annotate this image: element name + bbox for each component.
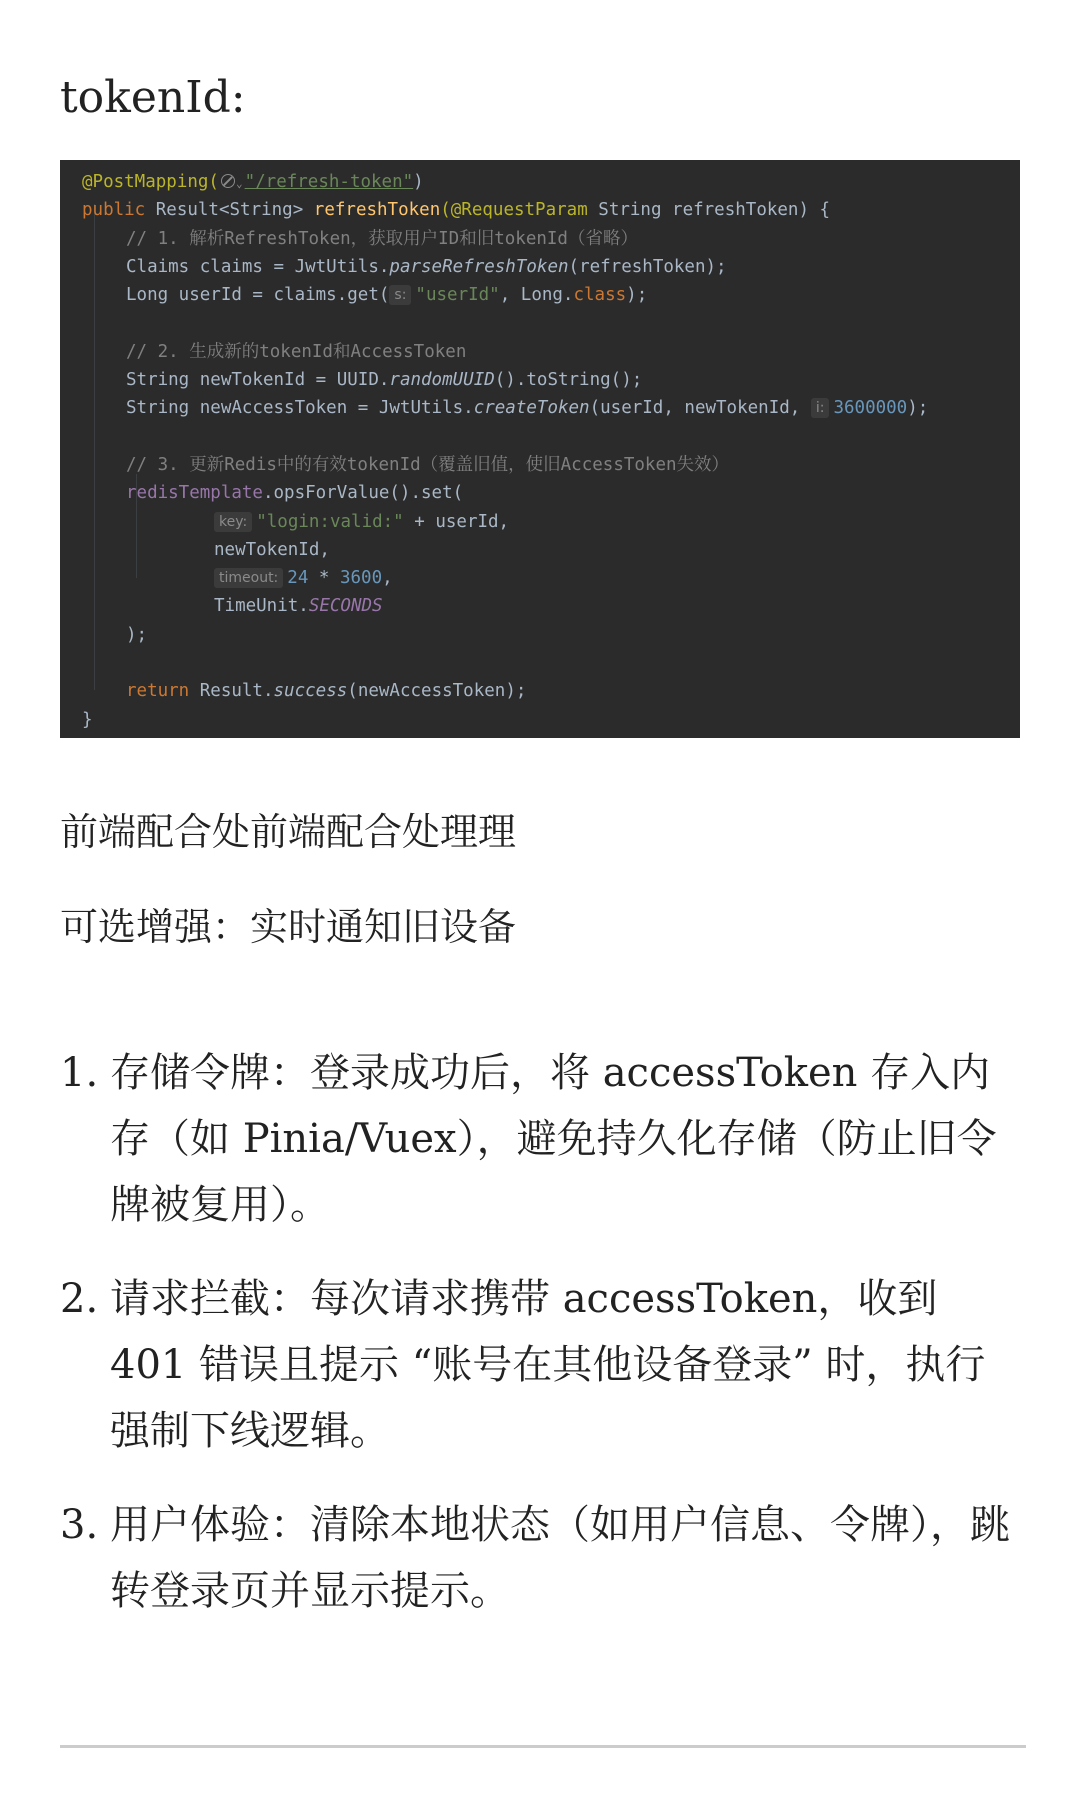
code-line-14: newTokenId, [214, 539, 330, 560]
list-text: 请求拦截：每次请求携带 accessToken，收到 401 错误且提示 “账号在其他设备登录” 时，执行强制下线逻辑。 [110, 1276, 986, 1454]
code-line-2: public Result<String> refreshToken(@RequestParam String refreshToken) { [82, 200, 831, 221]
code-line-4: Claims claims = JwtUtils.parseRefreshToken(refreshToken); [126, 256, 727, 277]
list-number: 3. [60, 1502, 99, 1548]
code-line-7 [60, 338, 1020, 366]
code-comment: // 2. 生成新的tokenId和AccessToken [126, 341, 467, 362]
code-comment: // 3. 更新Redis中的有效tokenId（覆盖旧值，使旧AccessToken失效） [126, 454, 730, 475]
code-line-19: return Result.success(newAccessToken); [126, 681, 527, 702]
list-text: 用户体验：清除本地状态（如用户信息、令牌），跳转登录页并显示提示。 [110, 1502, 1010, 1614]
paragraph-frontend: 前端配合处前端配合处理理 [60, 810, 517, 854]
annotation: @PostMapping( [82, 172, 219, 192]
code-line-10 [60, 423, 1020, 451]
list-item [60, 1040, 1020, 1238]
code-comment: // 1. 解析RefreshToken，获取用户ID和旧tokenId（省略） [126, 228, 638, 249]
param-hint: i: [811, 398, 830, 418]
code-line-11 [60, 451, 1020, 479]
list-text: 存储令牌：登录成功后，将 accessToken 存入内存（如 Pinia/Vuex），避免持久化存储（防止旧令牌被复用）。 [110, 1050, 997, 1228]
list-item [60, 1492, 1020, 1624]
code-screenshot [60, 160, 1020, 738]
code-line-8: String newTokenId = UUID.randomUUID().toString(); [126, 370, 643, 391]
param-hint: key: [214, 512, 252, 532]
code-line-12: redisTemplate.opsForValue().set( [126, 483, 464, 504]
ordered-list [60, 1040, 1020, 1652]
code-line-16: TimeUnit.SECONDS [214, 596, 383, 617]
section-heading: tokenId: [60, 72, 246, 123]
code-line-9: String newAccessToken = JwtUtils.createToken(userId, newTokenId, i: 3600000); [126, 398, 929, 419]
paragraph-optional-enhancement: 可选增强：实时通知旧设备 [60, 905, 517, 949]
param-hint: s: [389, 285, 411, 305]
horizontal-divider [60, 1745, 1026, 1748]
code-line-5: Long userId = claims.get( s: "userId", Long.class); [126, 285, 648, 306]
code-line-17: ); [126, 624, 148, 645]
code-line-13: key: "login:valid:" + userId, [60, 508, 1020, 536]
list-item [60, 1266, 1020, 1464]
list-number: 1. [60, 1050, 99, 1096]
mapping-path-link[interactable]: "/refresh-token" [244, 172, 414, 192]
code-line-15: timeout: 24 * 3600, [60, 564, 1020, 592]
param-hint: timeout: [214, 568, 283, 588]
code-line-6 [60, 309, 1020, 337]
code-line-1: @PostMapping( ⌄ "/refresh-token") [82, 172, 424, 192]
code-line-18 [60, 649, 1020, 677]
chevron-down-icon: ⌄ [235, 177, 243, 190]
code-line-20: } [82, 709, 93, 730]
list-number: 2. [60, 1276, 99, 1322]
code-line-3 [60, 225, 1020, 253]
globe-icon [221, 174, 235, 188]
